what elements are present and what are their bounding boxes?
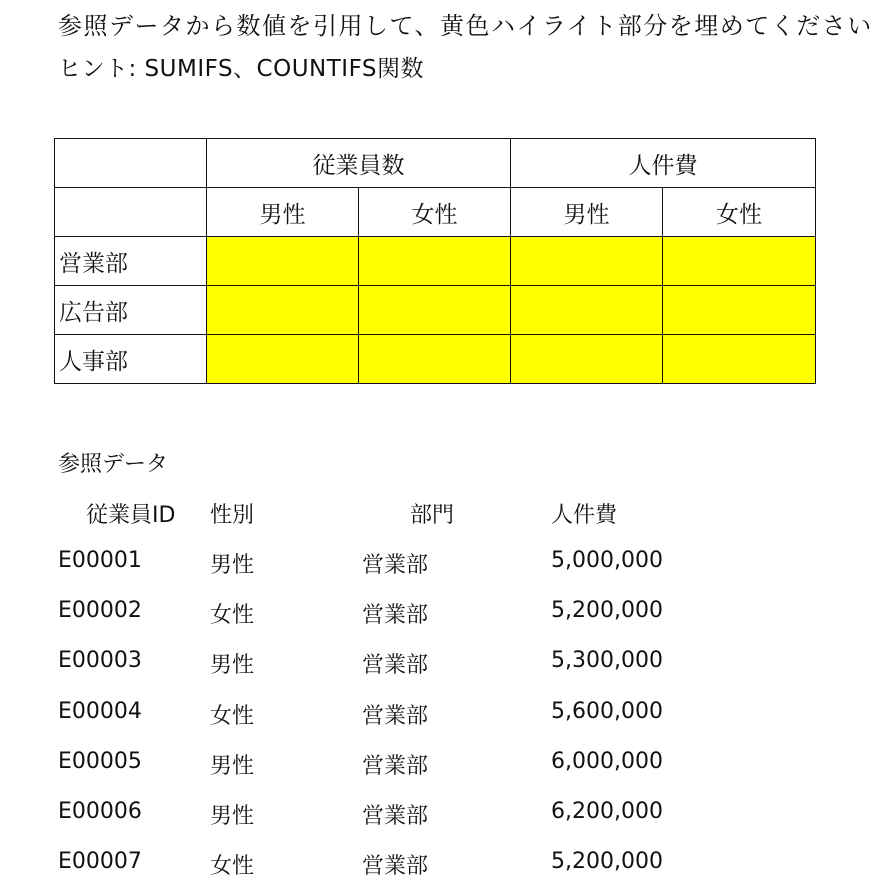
- ref-cell-employee-id[interactable]: E00007: [58, 849, 142, 875]
- highlight-cell[interactable]: [359, 237, 511, 286]
- ref-header-gender[interactable]: 性別: [210, 503, 255, 528]
- highlight-cell[interactable]: [359, 286, 511, 335]
- highlight-cell[interactable]: [511, 286, 663, 335]
- ref-cell-employee-id[interactable]: E00004: [58, 698, 142, 724]
- ref-cell-employee-id[interactable]: E00003: [58, 648, 142, 674]
- reference-data-title: 参照データ: [58, 452, 169, 477]
- subheader-male[interactable]: 男性: [511, 188, 663, 237]
- highlight-cell[interactable]: [207, 286, 359, 335]
- row-label-sales[interactable]: 営業部: [55, 237, 207, 286]
- ref-header-cost[interactable]: 人件費: [551, 503, 618, 528]
- ref-cell-cost[interactable]: 6,000,000: [551, 748, 663, 774]
- ref-cell-department[interactable]: 営業部: [362, 804, 429, 829]
- row-label-advertising[interactable]: 広告部: [55, 286, 207, 335]
- ref-cell-employee-id[interactable]: E00005: [58, 748, 142, 774]
- hint-text: ヒント: SUMIFS、COUNTIFS関数: [58, 56, 425, 82]
- ref-cell-department[interactable]: 営業部: [362, 553, 429, 578]
- ref-cell-cost[interactable]: 6,200,000: [551, 799, 663, 824]
- row-label-hr[interactable]: 人事部: [55, 335, 207, 384]
- ref-header-department[interactable]: 部門: [410, 503, 455, 528]
- subheader-female[interactable]: 女性: [663, 188, 816, 237]
- highlight-cell[interactable]: [511, 335, 663, 384]
- subheader-male[interactable]: 男性: [207, 188, 359, 237]
- highlight-cell[interactable]: [663, 286, 816, 335]
- ref-header-employee-id[interactable]: 従業員ID: [86, 503, 176, 528]
- ref-cell-gender[interactable]: 男性: [210, 653, 255, 679]
- ref-cell-cost[interactable]: 5,300,000: [551, 648, 663, 674]
- header-employee-count[interactable]: 従業員数: [207, 139, 511, 188]
- ref-cell-cost[interactable]: 5,200,000: [551, 598, 663, 624]
- highlight-cell[interactable]: [663, 237, 816, 286]
- summary-row-sales: [55, 237, 816, 286]
- ref-cell-gender[interactable]: 女性: [210, 603, 255, 629]
- ref-cell-gender[interactable]: 男性: [210, 753, 255, 779]
- ref-cell-gender[interactable]: 女性: [210, 854, 255, 880]
- ref-cell-department[interactable]: 営業部: [362, 653, 429, 679]
- summary-row-hr: [55, 335, 816, 384]
- instruction-text: 参照データから数値を引用して、黄色ハイライト部分を埋めてください: [58, 12, 873, 40]
- ref-cell-department[interactable]: 営業部: [362, 703, 429, 729]
- summary-sub-header-row: [55, 188, 816, 237]
- highlight-cell[interactable]: [663, 335, 816, 384]
- summary-corner-cell[interactable]: [55, 139, 207, 188]
- ref-cell-cost[interactable]: 5,200,000: [551, 849, 663, 875]
- header-personnel-cost[interactable]: 人件費: [511, 139, 816, 188]
- highlight-cell[interactable]: [207, 335, 359, 384]
- ref-cell-employee-id[interactable]: E00001: [58, 548, 142, 573]
- highlight-cell[interactable]: [207, 237, 359, 286]
- ref-cell-employee-id[interactable]: E00006: [58, 799, 142, 824]
- highlight-cell[interactable]: [359, 335, 511, 384]
- summary-table: [54, 138, 816, 384]
- highlight-cell[interactable]: [511, 237, 663, 286]
- ref-cell-cost[interactable]: 5,600,000: [551, 698, 663, 724]
- ref-cell-gender[interactable]: 男性: [210, 553, 255, 578]
- ref-cell-employee-id[interactable]: E00002: [58, 598, 142, 624]
- ref-cell-gender[interactable]: 女性: [210, 703, 255, 729]
- summary-corner-cell[interactable]: [55, 188, 207, 237]
- ref-cell-gender[interactable]: 男性: [210, 804, 255, 829]
- ref-cell-department[interactable]: 営業部: [362, 753, 429, 779]
- ref-cell-department[interactable]: 営業部: [362, 854, 429, 880]
- summary-group-header-row: [55, 139, 816, 188]
- subheader-female[interactable]: 女性: [359, 188, 511, 237]
- ref-cell-department[interactable]: 営業部: [362, 603, 429, 629]
- summary-row-advertising: [55, 286, 816, 335]
- ref-cell-cost[interactable]: 5,000,000: [551, 548, 663, 573]
